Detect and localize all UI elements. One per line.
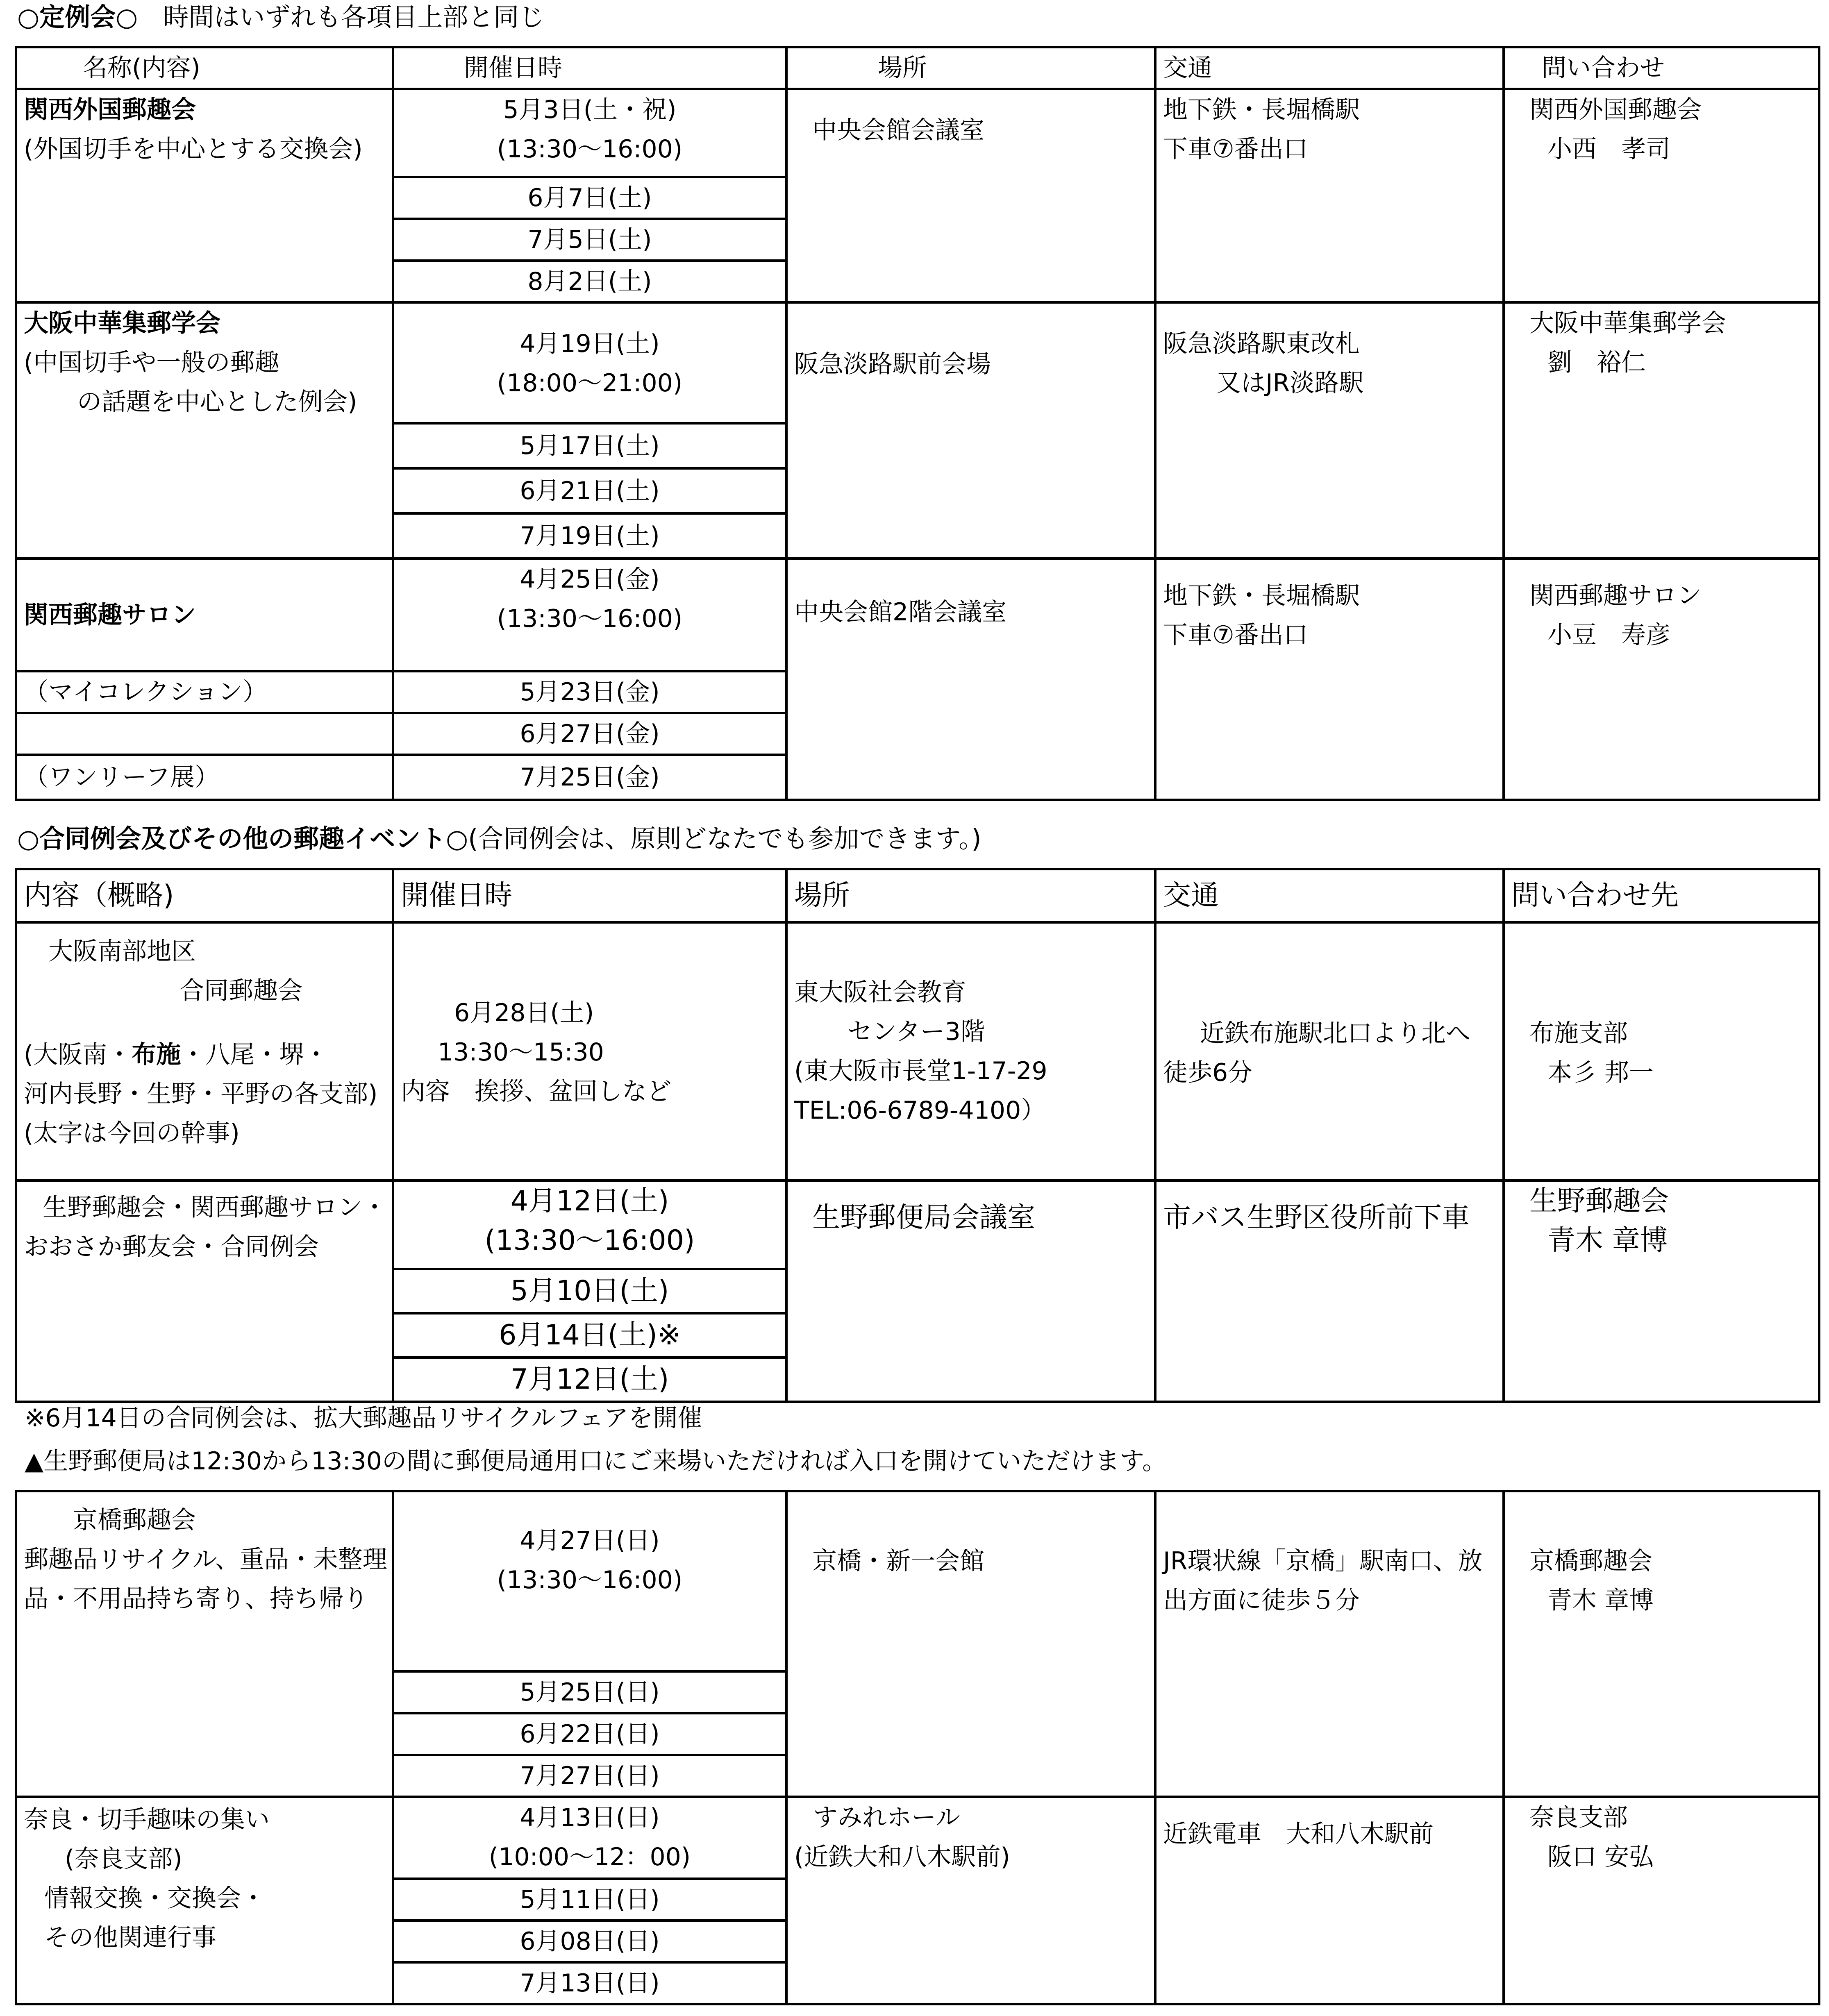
- empty-cell: [16, 713, 393, 755]
- date: 6月7日(土): [393, 177, 786, 219]
- date: 6月21日(土): [393, 468, 786, 513]
- transport-cell: [1155, 89, 1504, 302]
- transport-line: 下車⑦番出口: [1163, 621, 1308, 649]
- host-branch: 布施: [132, 1040, 181, 1069]
- table-header-row: [16, 47, 1819, 89]
- entrance-note: ▲生野郵便局は12:30から13:30の間に郵便局通用口にご来場いただければ入口を開けていただけます。: [25, 1447, 1167, 1476]
- transport-line: 阪急淡路駅東改札: [1163, 329, 1360, 358]
- group-name-cell: [16, 558, 393, 671]
- event-branches: [24, 1035, 385, 1074]
- place-address: (東大阪市長堂1-17-29: [794, 1057, 1047, 1085]
- transport-line: 徒歩6分: [1163, 1058, 1253, 1087]
- contact-person: 阪口 安弘: [1547, 1843, 1654, 1871]
- group-name: 関西郵趣サロン: [24, 600, 196, 629]
- contact-org: 生野郵趣会: [1529, 1185, 1669, 1217]
- event-desc: 情報交換・交換会・: [44, 1884, 266, 1913]
- time: (13:30～16:00): [484, 1224, 695, 1257]
- time: (18:00～21:00): [497, 369, 683, 397]
- date: 6月14日(土)※: [393, 1313, 786, 1358]
- contact-org: 大阪中華集郵学会: [1529, 309, 1726, 338]
- group-desc: (中国切手や一般の郵趣: [24, 348, 279, 377]
- other-events-table: [15, 1490, 1820, 2005]
- time: (13:30～16:00): [497, 604, 683, 633]
- section2-title-rest: (合同例会は、原則どなたでも参加できます。): [468, 824, 982, 854]
- date-cell: [393, 558, 786, 671]
- header-place: 場所: [786, 869, 1155, 922]
- transport-line: 近鉄電車 大和八木駅前: [1163, 1820, 1434, 1848]
- place-cell: [786, 1797, 1155, 2004]
- time: (13:30～16:00): [497, 1566, 683, 1594]
- transport-cell: [1155, 1491, 1504, 1797]
- transport-cell: [1155, 1181, 1504, 1402]
- table-row: [16, 1491, 1819, 1671]
- date: 5月10日(土): [393, 1269, 786, 1313]
- header-contact: 問い合わせ: [1504, 47, 1819, 89]
- contact-person: 劉 裕仁: [1547, 348, 1646, 377]
- transport-cell: [1155, 922, 1504, 1181]
- contact-person: 小西 孝司: [1547, 135, 1670, 163]
- transport-line: 市バス生野区役所前下車: [1163, 1201, 1470, 1234]
- event-name: 合同郵趣会: [179, 976, 302, 1005]
- date: 6月27日(金): [393, 713, 786, 755]
- date: 5月17日(土): [393, 423, 786, 468]
- group-name: 大阪中華集郵学会: [24, 309, 220, 338]
- table-row: [16, 1181, 1819, 1269]
- contact-cell: [1504, 89, 1819, 302]
- date: 7月5日(土): [393, 219, 786, 261]
- event-note: (太字は今回の幹事): [24, 1119, 240, 1148]
- event-content-cell: [16, 922, 393, 1181]
- event-desc: 品・不用品持ち寄り、持ち帰り: [24, 1585, 368, 1613]
- transport-line: 近鉄布施駅北口より北へ: [1200, 1019, 1470, 1048]
- transport-line: 出方面に徒歩５分: [1163, 1586, 1360, 1615]
- group-name-cell: [16, 302, 393, 558]
- contact-person: 青木 章博: [1547, 1586, 1654, 1615]
- date: 5月11日(日): [393, 1879, 786, 1921]
- header-name: 名称(内容): [16, 47, 393, 89]
- place-cell: [786, 302, 1155, 558]
- date-cell: [393, 302, 786, 423]
- transport-cell: [1155, 1797, 1504, 2004]
- date: 5月23日(金): [393, 671, 786, 713]
- header-transport: 交通: [1155, 869, 1504, 922]
- contact-cell: [1504, 558, 1819, 800]
- header-transport: 交通: [1155, 47, 1504, 89]
- date-cell: [393, 1491, 786, 1671]
- event-desc: 郵趣品リサイクル、重品・未整理: [24, 1545, 387, 1574]
- date: 4月27日(日): [520, 1526, 660, 1555]
- table-header-row: [16, 869, 1819, 922]
- table-row: [16, 1797, 1819, 1879]
- event-name: おおさか郵友会・合同例会: [24, 1233, 319, 1261]
- date-cell: [393, 1797, 786, 1879]
- place-tel: TEL:06-6789-4100）: [794, 1096, 1046, 1125]
- place-cell: [786, 922, 1155, 1181]
- contact-person: 本彡 邦一: [1547, 1058, 1654, 1087]
- date: 7月19日(土): [393, 513, 786, 558]
- header-date: 開催日時: [393, 869, 786, 922]
- place: 生野郵便局会議室: [812, 1201, 1036, 1234]
- date: 7月25日(金): [393, 755, 786, 800]
- time: 13:30～15:30: [438, 1038, 604, 1067]
- joint-events-table: [15, 868, 1820, 1403]
- transport-cell: [1155, 558, 1504, 800]
- contact-org: 関西外国郵趣会: [1529, 95, 1702, 124]
- section2-title: [17, 824, 982, 854]
- place-cell: [786, 1491, 1155, 1797]
- table-row: [16, 302, 1819, 423]
- group-sub: （マイコレクション）: [16, 671, 393, 713]
- transport-line: 地下鉄・長堀橋駅: [1163, 95, 1360, 124]
- event-sub: (奈良支部): [65, 1845, 182, 1873]
- transport-line: JR環状線「京橋」駅南口、放: [1163, 1547, 1483, 1576]
- contact-person: 小豆 寿彦: [1547, 621, 1670, 649]
- section2-title-bold: ○合同例会及びその他の郵趣イベント○: [17, 824, 468, 854]
- group-desc: (外国切手を中心とする交換会): [24, 135, 363, 163]
- contact-cell: [1504, 1181, 1819, 1402]
- group-name: 関西外国郵趣会: [24, 95, 196, 124]
- section1-title-bold: ○定例会○: [17, 2, 138, 32]
- contact-cell: [1504, 1491, 1819, 1797]
- place: 京橋・新一会館: [812, 1547, 984, 1576]
- table-row: [16, 89, 1819, 177]
- time: (10:00～12：00): [488, 1843, 691, 1871]
- date: 5月25日(日): [393, 1671, 786, 1713]
- event-name: 京橋郵趣会: [73, 1506, 196, 1535]
- transport-line: 又はJR淡路駅: [1216, 369, 1364, 397]
- branches-text: ・八尾・堺・: [181, 1040, 329, 1069]
- date: 5月3日(土・祝): [503, 95, 677, 124]
- date: 6月22日(日): [393, 1713, 786, 1755]
- recycle-fair-note: ※6月14日の合同例会は、拡大郵趣品リサイクルフェアを開催: [25, 1404, 702, 1433]
- date-cell: [393, 89, 786, 177]
- time: (13:30～16:00): [497, 135, 683, 163]
- place-cell: [786, 89, 1155, 302]
- date: 7月13日(日): [393, 1962, 786, 2004]
- date: 6月28日(土): [454, 999, 594, 1027]
- transport-line: 下車⑦番出口: [1163, 135, 1308, 163]
- table-row: [16, 922, 1819, 1181]
- date: 4月19日(土): [520, 329, 660, 358]
- date: 4月13日(日): [520, 1803, 660, 1832]
- contact-org: 京橋郵趣会: [1529, 1547, 1652, 1576]
- contact-org: 布施支部: [1529, 1019, 1628, 1048]
- date-cell: [393, 1181, 786, 1269]
- place: 阪急淡路駅前会場: [794, 350, 991, 379]
- event-content-cell: [16, 1797, 393, 2004]
- contact-cell: [1504, 1797, 1819, 2004]
- group-sub: （ワンリーフ展）: [16, 755, 393, 800]
- contact-person: 青木 章博: [1547, 1224, 1668, 1257]
- header-contact: 問い合わせ先: [1504, 869, 1819, 922]
- header-place: 場所: [786, 47, 1155, 89]
- header-content: 内容（概略): [16, 869, 393, 922]
- contact-org: 奈良支部: [1529, 1803, 1628, 1832]
- table-row: [16, 558, 1819, 671]
- transport-cell: [1155, 302, 1504, 558]
- date: 8月2日(土): [393, 261, 786, 302]
- place: 中央会館会議室: [812, 116, 984, 145]
- date: 7月12日(土): [393, 1358, 786, 1402]
- place: すみれホール: [813, 1803, 960, 1832]
- event-detail: 内容 挨拶、盆回しなど: [401, 1077, 671, 1106]
- group-desc: の話題を中心とした例会): [77, 388, 357, 416]
- group-name-cell: [16, 89, 393, 302]
- place: (近鉄大和八木駅前): [794, 1843, 1010, 1871]
- contact-org: 関西郵趣サロン: [1529, 581, 1702, 610]
- regular-meetings-table: [15, 46, 1820, 801]
- date: 4月12日(土): [510, 1185, 669, 1217]
- section1-title: [17, 2, 544, 32]
- event-name: 大阪南部地区: [48, 937, 196, 966]
- place-cell: [786, 1181, 1155, 1402]
- place: センター3階: [847, 1017, 985, 1046]
- place-cell: [786, 558, 1155, 800]
- event-desc: その他関連行事: [44, 1923, 216, 1952]
- event-name: 奈良・切手趣味の集い: [24, 1805, 270, 1834]
- section1-title-rest: 時間はいずれも各項目上部と同じ: [138, 2, 545, 32]
- transport-line: 地下鉄・長堀橋駅: [1163, 581, 1360, 610]
- branches-text: (大阪南・: [24, 1040, 132, 1069]
- event-name: 生野郵趣会・関西郵趣サロン・: [43, 1193, 387, 1222]
- place: 東大阪社会教育: [794, 978, 966, 1007]
- date-cell: [393, 922, 786, 1181]
- event-content-cell: [16, 1181, 393, 1402]
- date: 4月25日(金): [520, 565, 660, 594]
- event-branches: 河内長野・生野・平野の各支部): [24, 1080, 378, 1108]
- place: 中央会館2階会議室: [794, 598, 1007, 627]
- contact-cell: [1504, 302, 1819, 558]
- date: 6月08日(日): [393, 1921, 786, 1962]
- contact-cell: [1504, 922, 1819, 1181]
- header-date: 開催日時: [393, 47, 786, 89]
- date: 7月27日(日): [393, 1755, 786, 1797]
- event-content-cell: [16, 1491, 393, 1797]
